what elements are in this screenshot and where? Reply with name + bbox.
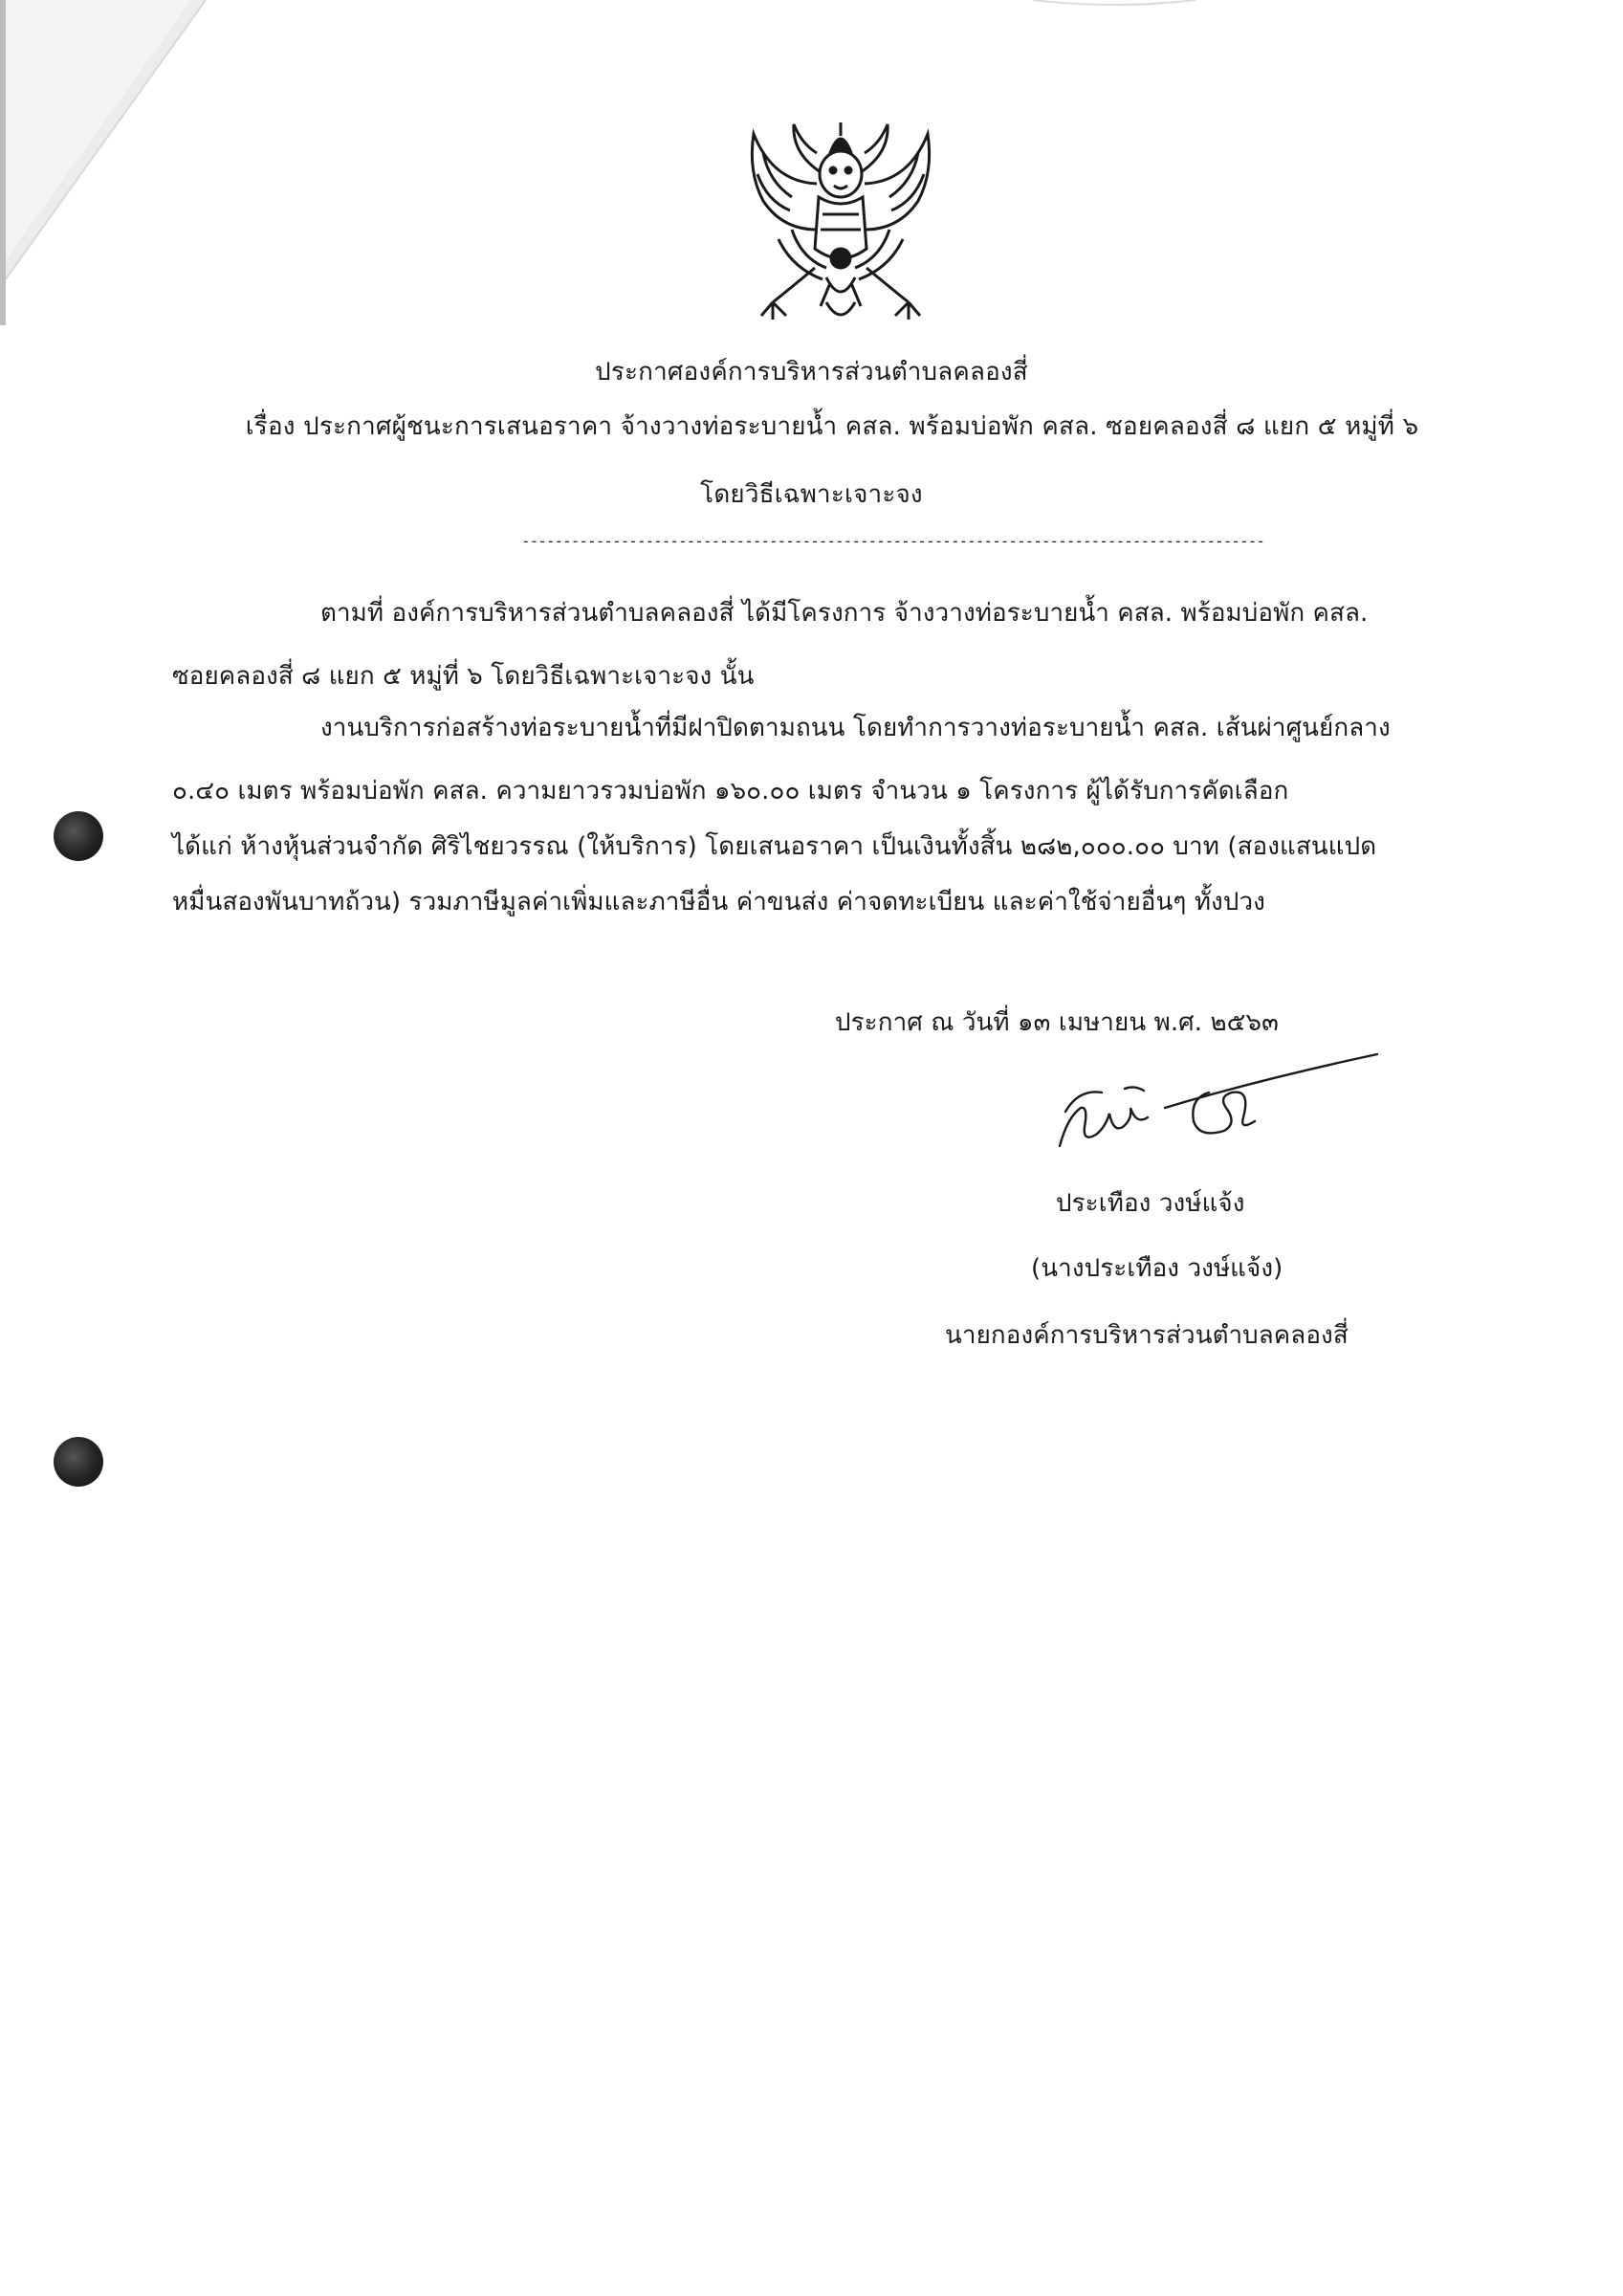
body-paragraph-1-line-2: ซอยคลองสี่ ๘ แยก ๕ หมู่ที่ ๖ โดยวิธีเฉพาะเจาะจง นั้น [172,662,755,691]
body-paragraph-2-line-2: ๐.๔๐ เมตร พร้อมบ่อพัก คสล. ความยาวรวมบ่อพัก ๑๖๐.๐๐ เมตร จำนวน ๑ โครงการ ผู้ได้รับการคัดเลือก [172,777,1289,806]
signer-full-name: (นางประเทือง วงษ์แจ้ง) [1031,1254,1283,1283]
handwritten-signature [1021,1050,1385,1165]
body-paragraph-2-line-1: งานบริการก่อสร้างท่อระบายน้ำที่มีฝาปิดตามถนน โดยทำการวางท่อระบายน้ำ คสล. เส้นผ่าศูนย์กลาง [320,714,1391,742]
announcement-date: ประกาศ ณ วันที่ ๑๓ เมษายน พ.ศ. ๒๕๖๓ [835,1008,1280,1037]
announcement-heading: ประกาศองค์การบริหารส่วนตำบลคลองสี่ [595,358,1028,386]
body-paragraph-1-line-1: ตามที่ องค์การบริหารส่วนตำบลคลองสี่ ได้มีโครงการ จ้างวางท่อระบายน้ำ คสล. พร้อมบ่อพัก คสล. [320,599,1369,628]
punch-hole [54,811,103,861]
garuda-emblem-icon [735,115,947,335]
announcement-subject: เรื่อง ประกาศผู้ชนะการเสนอราคา จ้างวางท่อระบายน้ำ คสล. พร้อมบ่อพัก คสล. ซอยคลองสี่ ๘ แยก ๕ หมู่ที่ ๖ [245,412,1419,441]
body-paragraph-2-line-4: หมื่นสองพันบาทถ้วน) รวมภาษีมูลค่าเพิ่มและภาษีอื่น ค่าขนส่ง ค่าจดทะเบียน และค่าใช้จ่ายอื่นๆ ทั้งปวง [172,888,1265,916]
signer-name: ประเทือง วงษ์แจ้ง [1056,1189,1245,1218]
scan-corner-shadow [0,0,249,325]
body-paragraph-2-line-3: ได้แก่ ห้างหุ้นส่วนจำกัด ศิริไชยวรรณ (ให้บริการ) โดยเสนอราคา เป็นเงินทั้งสิ้น ๒๘๒,๐๐๐.๐๐ บาท (สองแสนแปด [172,832,1377,861]
scan-edge-mark [1033,0,1195,15]
signer-title: นายกองค์การบริหารส่วนตำบลคลองสี่ [945,1321,1349,1350]
procurement-method: โดยวิธีเฉพาะเจาะจง [700,480,923,509]
header-divider: ------------------------------------------------------------------------------------------ [521,532,1264,550]
punch-hole [54,1437,103,1487]
